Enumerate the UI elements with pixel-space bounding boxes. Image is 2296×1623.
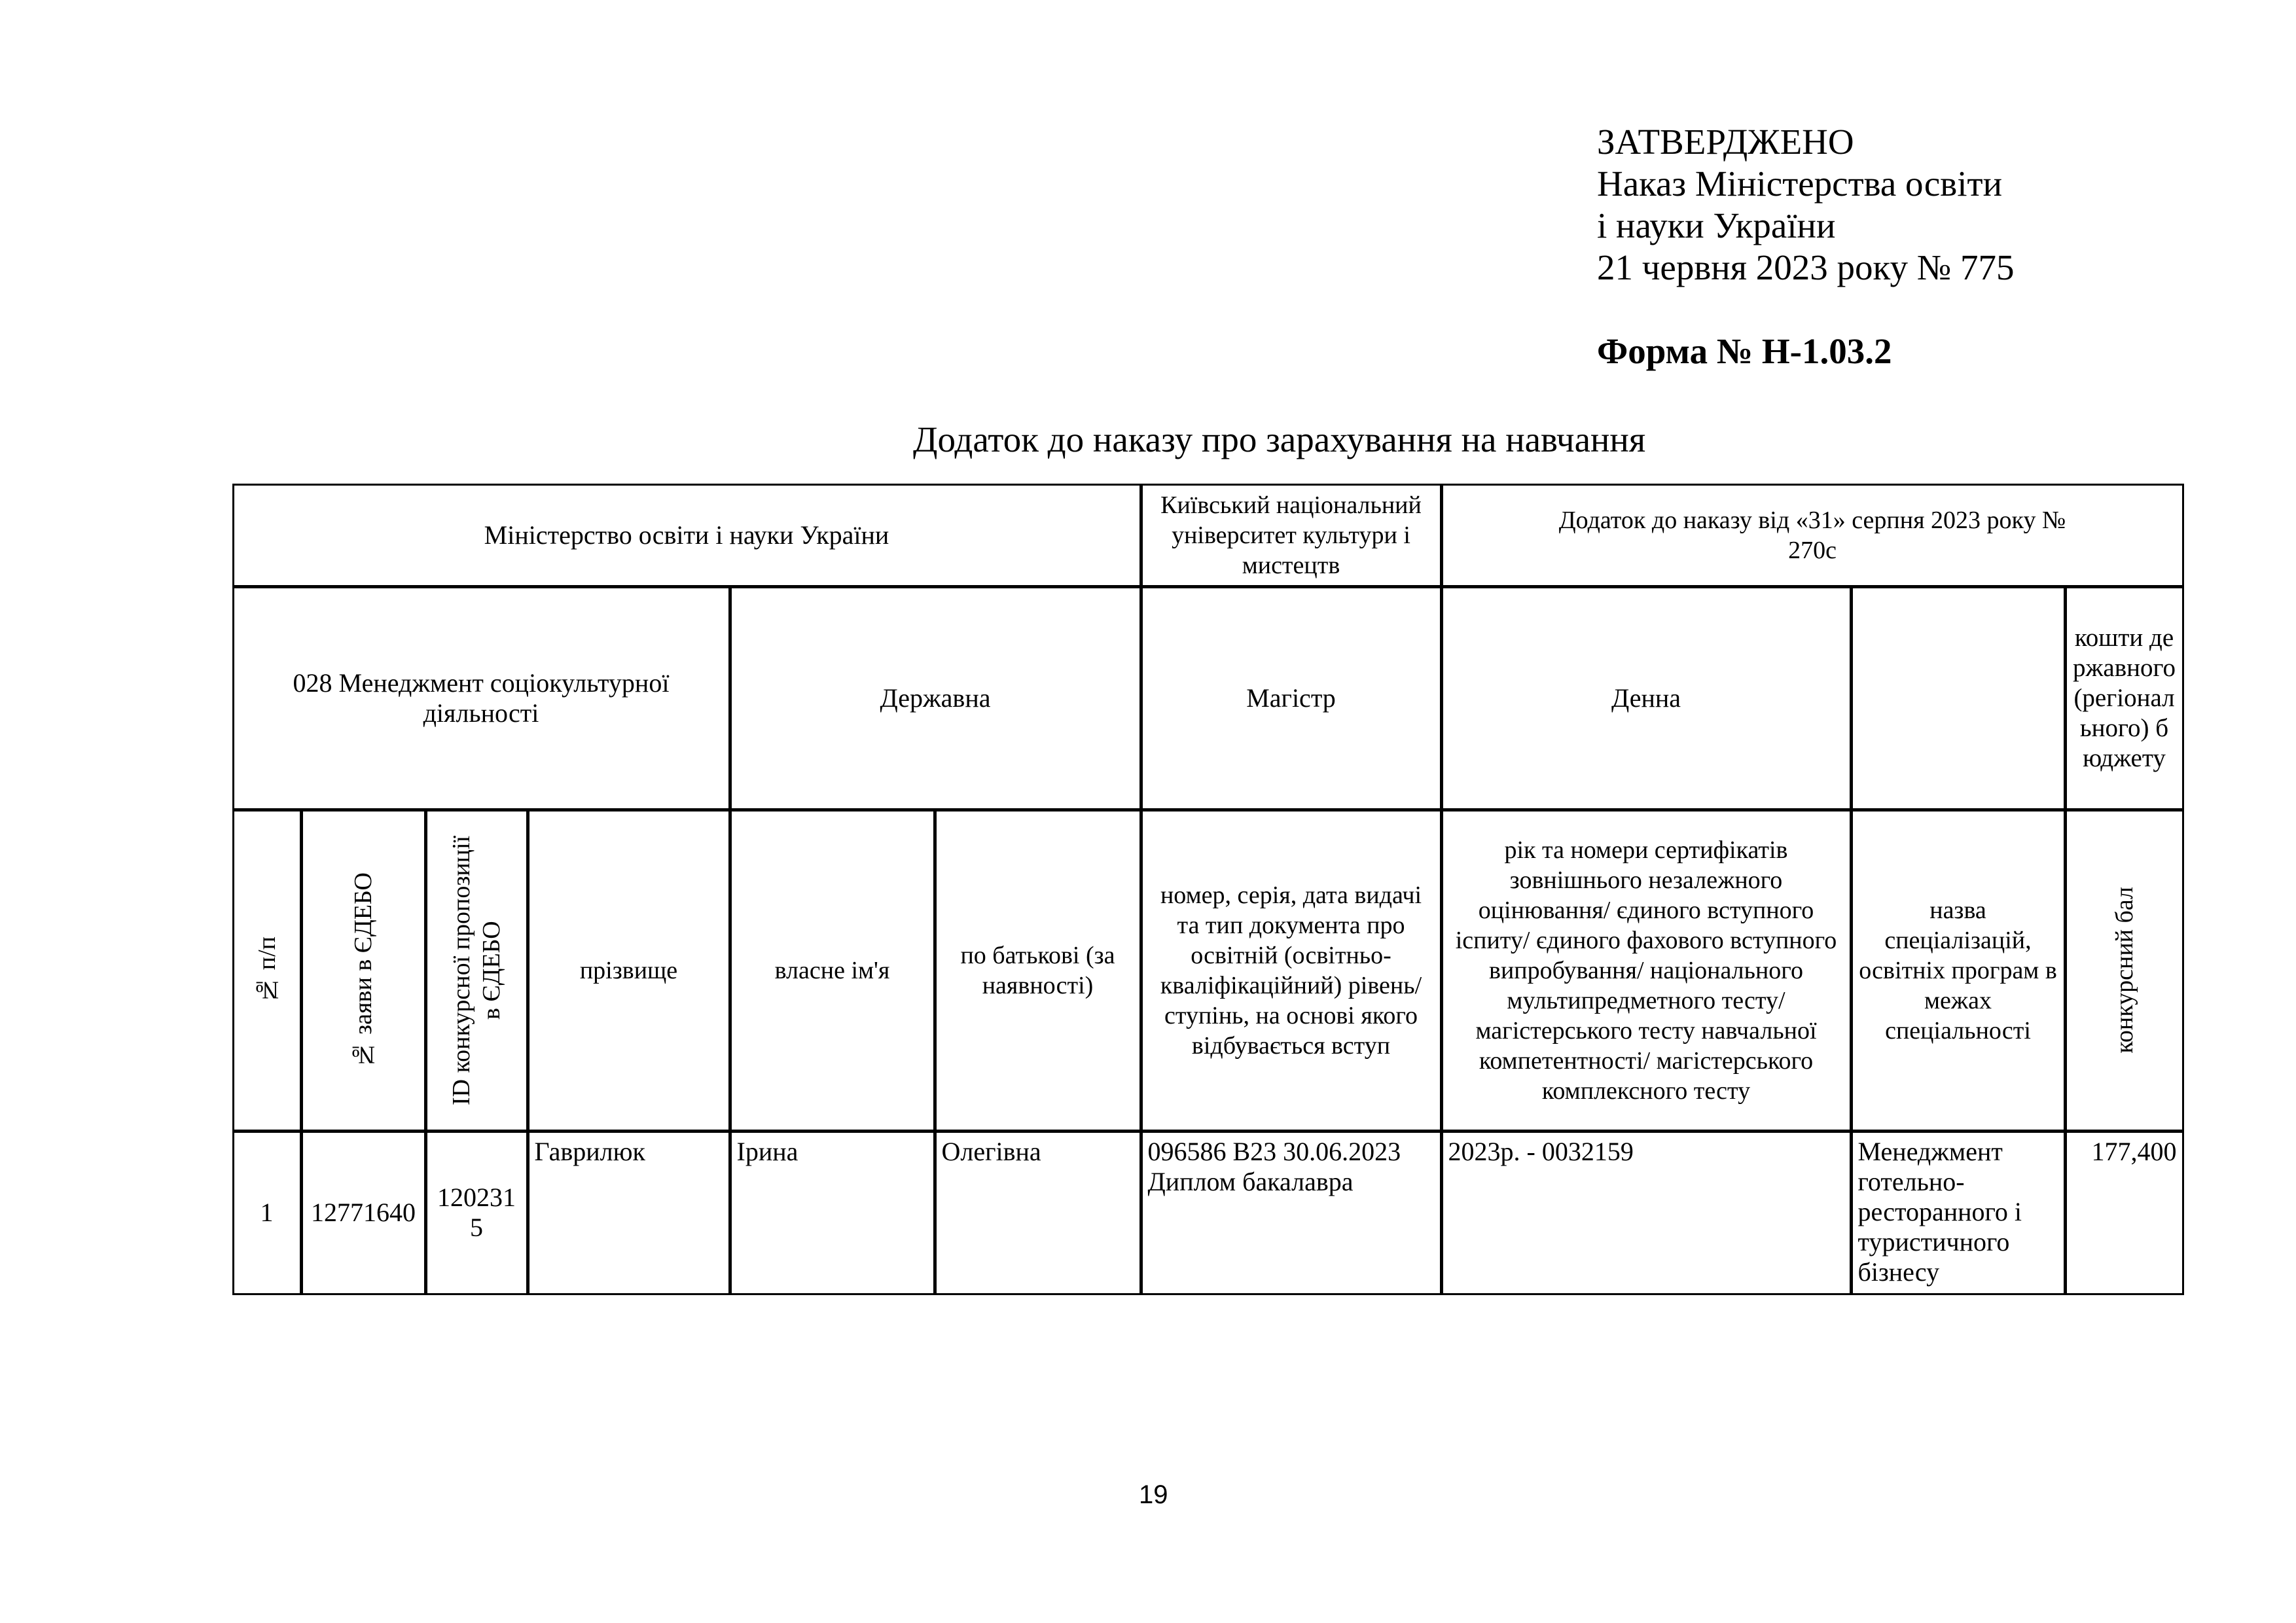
col-header-score: конкурсний бал [2065,810,2184,1132]
col-header-certificates: рік та номери сертифікатів зовнішнього незалежного оцінювання/ єдиного вступного іспиту/ єдиного фахового вступного випробування/ національного мультипредметного тесту/ магістерського тесту навчальної компетентності/ магістерського комплексного тесту [1441,810,1852,1132]
row-1-patronymic: Олегівна [935,1131,1141,1295]
page-number: 19 [1139,1480,1168,1509]
col-header-given-name: власне ім'я [730,810,935,1132]
header-study-form: Денна [1441,586,1852,810]
row-1-surname: Гаврилюк [528,1131,730,1295]
approval-date-line: 21 червня 2023 року № 775 [1597,247,2015,287]
col-header-patronymic: по батькові (за наявності) [935,810,1141,1132]
document-title: Додаток до наказу про зарахування на навчання [913,419,1646,459]
header-specialty: 028 Менеджмент соціокультурної діяльності [232,586,730,810]
row-1-certificates: 2023р. - 0032159 [1441,1131,1852,1295]
row-1-document: 096586 B23 30.06.2023 Диплом бакалавра [1141,1131,1442,1295]
row-1-given-name: Ірина [730,1131,935,1295]
col-header-document: номер, серія, дата видачі та тип документа про освітній (освітньо-кваліфікаційний) рівень/ступінь, на основі якого відбувається вступ [1141,810,1442,1132]
row-1-edebo-app: 12771640 [301,1131,426,1295]
header-funding: кошти державного (регіонального) бюджету [2065,586,2184,810]
col-header-offer-id: ID конкурсної пропозиції в ЄДЕБО [425,810,528,1132]
approval-order-line: Наказ Міністерства освіти [1597,164,2003,204]
row-1-offer-id: 1202315 [425,1131,528,1295]
row-1-score: 177,400 [2065,1131,2184,1295]
col-header-specialization: назва спеціалізацій, освітніх програм в межах спеціальності [1851,810,2066,1132]
header-order: Додаток до наказу від «31» серпня 2023 року № 270с [1441,484,2184,587]
form-number: Форма № Н-1.03.2 [1597,331,1892,371]
row-1-specialization: Менеджмент готельно-ресторанного і туристичного бізнесу [1851,1131,2066,1295]
enrollment-table [233,484,2185,1296]
approval-block [1597,121,2014,289]
header-blank [1851,586,2066,810]
header-ministry: Міністерство освіти і науки України [232,484,1141,587]
header-ownership: Державна [730,586,1141,810]
col-header-surname: прізвище [528,810,730,1132]
header-degree: Магістр [1141,586,1442,810]
approval-ministry-line: і науки України [1597,205,1836,245]
approval-heading: ЗАТВЕРДЖЕНО [1597,122,1854,162]
row-1-num: 1 [232,1131,302,1295]
col-header-num: № п/п [232,810,302,1132]
col-header-edebo-app: № заяви в ЄДЕБО [301,810,426,1132]
header-university: Київський національний університет культури і мистецтв [1141,484,1442,587]
